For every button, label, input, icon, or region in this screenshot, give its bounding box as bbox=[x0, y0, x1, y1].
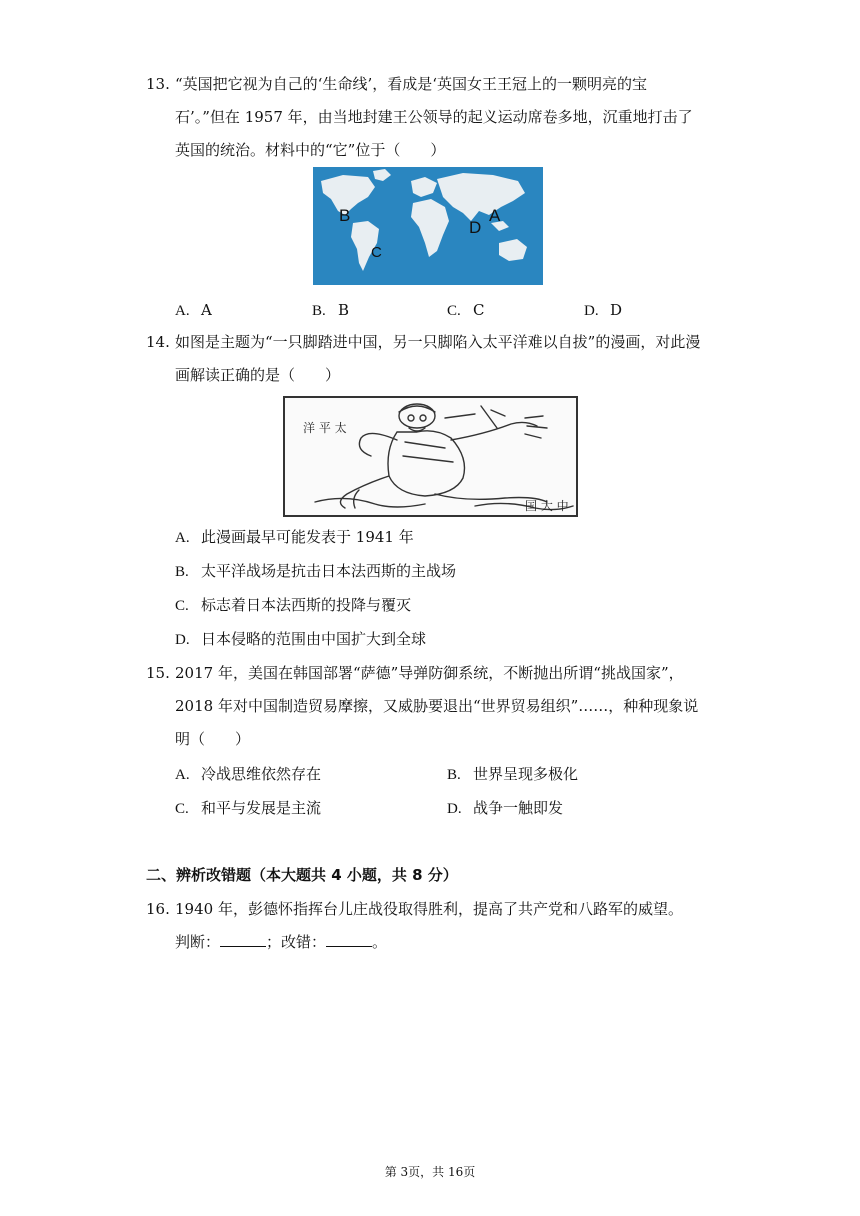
judge-blank[interactable] bbox=[220, 932, 266, 947]
question-15-line-2: 2018 年对中国制造贸易摩擦，又威胁要退出“世界贸易组织”……，种种现象说 bbox=[175, 697, 699, 715]
question-13-option-a: A. A bbox=[175, 301, 212, 319]
correction-label: ；改错： bbox=[266, 933, 327, 951]
cartoon-label-china: 国 大 中 bbox=[525, 499, 569, 513]
question-14-option-c: C. 标志着日本法西斯的投降与覆灭 bbox=[175, 596, 412, 614]
question-15-option-a: A. 冷战思维依然存在 bbox=[175, 765, 322, 783]
section-2-heading: 二、辨析改错题（本大题共 4 小题，共 8 分） bbox=[146, 866, 458, 884]
map-label-d: D bbox=[469, 218, 482, 237]
question-15-number: 15. bbox=[146, 664, 170, 682]
question-14-number: 14. bbox=[146, 333, 170, 351]
map-label-b: B bbox=[339, 206, 351, 225]
judge-label: 判断： bbox=[175, 933, 221, 951]
page-footer: 第 3页，共 16页 bbox=[384, 1165, 476, 1179]
correction-blank[interactable] bbox=[326, 932, 372, 947]
question-14-option-d: D. 日本侵略的范围由中国扩大到全球 bbox=[175, 630, 427, 648]
question-14-option-b: B. 太平洋战场是抗击日本法西斯的主战场 bbox=[175, 562, 457, 580]
world-map-image bbox=[313, 167, 543, 285]
question-16-answer-line bbox=[175, 932, 387, 952]
question-15-line-3: 明（ ） bbox=[175, 730, 251, 748]
answer-end: 。 bbox=[372, 933, 388, 951]
question-15-line-1: 2017 年，美国在韩国部署“萨德”导弹防御系统，不断抛出所谓“挑战国家”， bbox=[175, 664, 684, 682]
question-13-line-2: 石’。”但在 1957 年，由当地封建王公领导的起义运动席卷多地，沉重地打击了 bbox=[175, 108, 693, 126]
question-16-number: 16. bbox=[146, 900, 170, 918]
question-14-line-2: 画解读正确的是（ ） bbox=[175, 366, 341, 384]
question-13-option-b: B. B bbox=[312, 301, 350, 319]
map-label-a: A bbox=[489, 206, 501, 225]
question-13-option-d: D. D bbox=[584, 301, 623, 319]
question-15-option-d: D. 战争一触即发 bbox=[447, 799, 564, 817]
question-16-line-1: 1940 年，彭德怀指挥台儿庄战役取得胜利，提高了共产党和八路军的威望。 bbox=[175, 900, 683, 918]
question-15-option-b: B. 世界呈现多极化 bbox=[447, 765, 579, 783]
question-13-number: 13. bbox=[146, 75, 170, 93]
question-13-line-1: “英国把它视为自己的‘生命线’，看成是‘英国女王王冠上的一颗明亮的宝 bbox=[175, 75, 647, 93]
question-14-option-a: A. 此漫画最早可能发表于 1941 年 bbox=[175, 528, 414, 546]
question-14-line-1: 如图是主题为“一只脚踏进中国，另一只脚陷入太平洋难以自拔”的漫画，对此漫 bbox=[175, 333, 701, 351]
question-13-line-3: 英国的统治。材料中的“它”位于（ ） bbox=[175, 141, 446, 159]
question-13-option-c: C. C bbox=[447, 301, 485, 319]
political-cartoon-image bbox=[283, 396, 578, 517]
question-15-option-c: C. 和平与发展是主流 bbox=[175, 799, 322, 817]
cartoon-label-pacific: 洋 平 太 bbox=[303, 421, 347, 435]
map-label-c: C bbox=[371, 244, 382, 261]
